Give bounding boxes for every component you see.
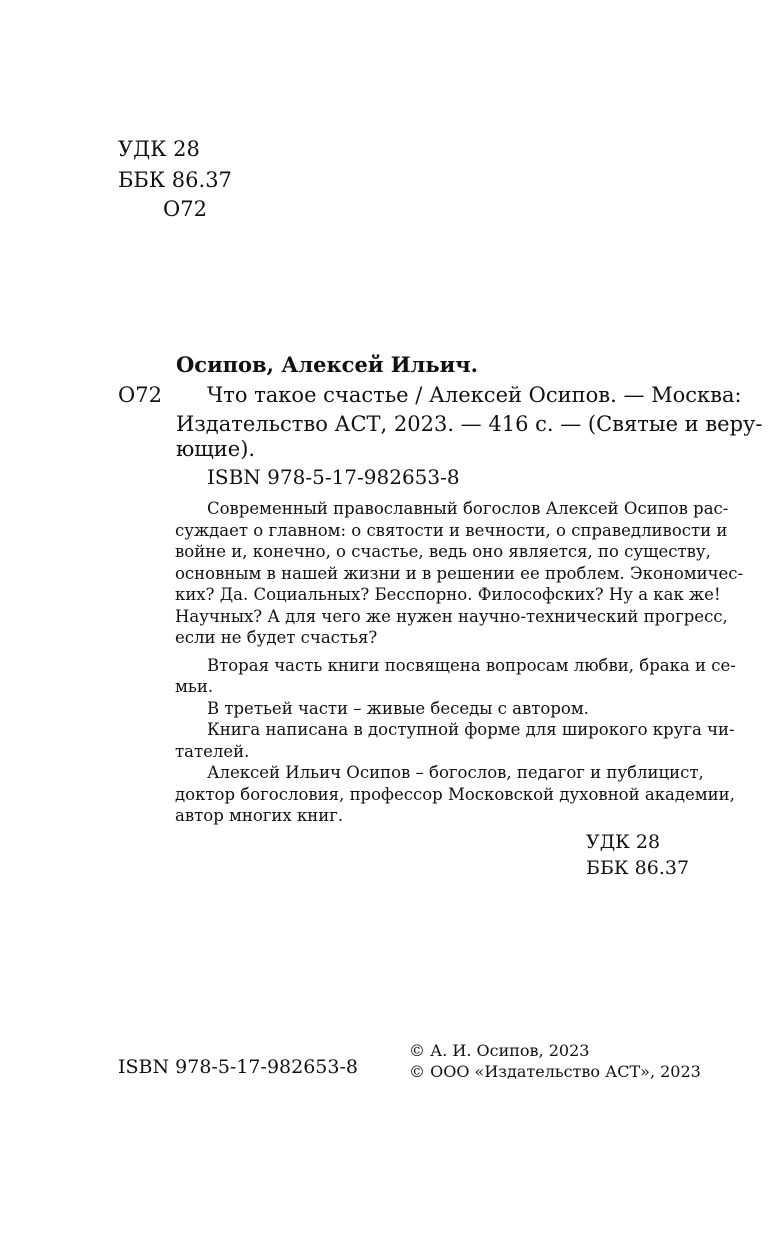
- annotation-line: основным в нашей жизни и в решении ее проблем. Экономичес-: [175, 563, 744, 583]
- annotation-line: Алексей Ильич Осипов – богослов, педагог и публицист,: [207, 763, 704, 782]
- copyright-author: © А. И. Осипов, 2023: [409, 1041, 590, 1060]
- annotation-line: Научных? А для чего же нужен научно-технический прогресс,: [175, 606, 728, 626]
- footer-isbn: ISBN 978-5-17-982653-8: [118, 1056, 358, 1078]
- annotation-line: ких? Да. Социальных? Бесспорно. Философских? Ну а как же!: [175, 585, 721, 604]
- biblio-line: Издательство АСТ, 2023. — 416 с. — (Святые и веру-: [176, 412, 763, 436]
- annotation-line: тателей.: [175, 741, 250, 761]
- annotation-line: доктор богословия, профессор Московской духовной академии,: [175, 784, 735, 804]
- annotation-line: мьи.: [175, 677, 214, 696]
- top-udk-code: УДК 28: [118, 137, 200, 161]
- annotation-line: автор многих книг.: [175, 806, 344, 825]
- biblio-line: Что такое счастье / Алексей Осипов. — Москва:: [207, 383, 742, 407]
- annotation-line: Книга написана в доступной форме для широкого круга чи-: [207, 720, 735, 739]
- annotation: [175, 498, 744, 827]
- top-bbk-code: ББК 86.37: [118, 168, 232, 192]
- top-author-sign: О72: [163, 197, 207, 221]
- record-author-sign: О72: [118, 383, 162, 407]
- copyright-publisher: © ООО «Издательство АСТ», 2023: [409, 1062, 701, 1081]
- annotation-line: В третьей части – живые беседы с автором.: [207, 698, 589, 718]
- annotation-line: если не будет счастья?: [175, 628, 378, 647]
- bottom-bbk-code: ББК 86.37: [586, 857, 690, 879]
- author-heading: Осипов, Алексей Ильич.: [176, 352, 478, 377]
- annotation-line: Вторая часть книги посвящена вопросам любви, брака и се-: [207, 655, 736, 675]
- biblio-line: ющие).: [176, 437, 256, 461]
- annotation-line: войне и, конечно, о счастье, ведь оно является, по существу,: [175, 542, 711, 561]
- annotation-line: Современный православный богослов Алексей Осипов рас-: [207, 499, 729, 518]
- record-isbn: ISBN 978-5-17-982653-8: [207, 465, 460, 489]
- annotation-line: суждает о главном: о святости и вечности, о справедливости и: [175, 520, 728, 540]
- bottom-udk-code: УДК 28: [586, 831, 661, 853]
